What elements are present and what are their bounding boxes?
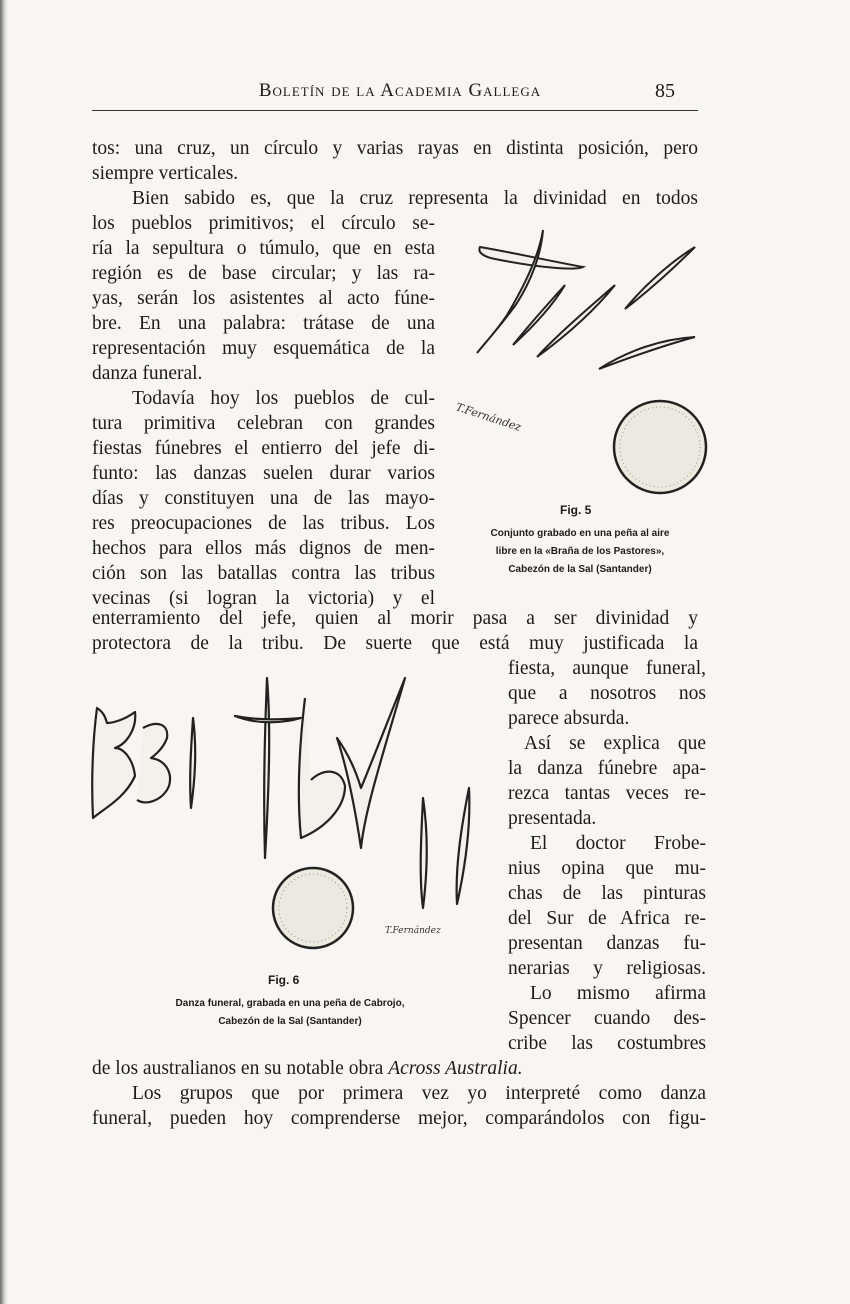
figure-6-label: Fig. 6 — [268, 973, 300, 987]
body-line: danza funeral. — [92, 363, 203, 384]
body-line: chas de las pinturas — [508, 883, 706, 904]
header-rule — [92, 110, 698, 111]
body-line: región es de base circular; y las ra- — [92, 263, 435, 284]
body-line: tura primitiva celebran con grandes — [92, 413, 435, 434]
svg-text:T.Fernández: T.Fernández — [454, 400, 523, 434]
body-line: Bien sabido es, que la cruz representa la divinidad en todos — [132, 188, 698, 209]
page-number: 85 — [655, 80, 675, 102]
body-line: que a nosotros nos — [508, 683, 706, 704]
body-line: la danza fúnebre apa- — [508, 758, 706, 779]
body-line: tos: una cruz, un círculo y varias rayas en distinta posición, pero — [92, 138, 698, 159]
body-line: protectora de la tribu. De suerte que está muy justificada la — [92, 633, 698, 654]
body-line: funeral, pueden hoy comprenderse mejor, comparándolos con figu- — [92, 1108, 706, 1129]
body-line: nius opina que mu- — [508, 858, 706, 879]
body-line: hechos para ellos más dignos de men- — [92, 538, 435, 559]
body-line: Así se explica que — [524, 733, 706, 754]
body-line: cribe las costumbres — [508, 1033, 706, 1054]
body-line: representación muy esquemática de la — [92, 338, 435, 359]
body-line: Todavía hoy los pueblos de cul- — [132, 388, 435, 409]
body-line: vecinas (si logran la victoria) y el — [92, 588, 435, 609]
body-line: días y constituyen una de las mayo- — [92, 488, 435, 509]
figure-5-label: Fig. 5 — [560, 503, 592, 517]
body-line: presentan danzas fu- — [508, 933, 706, 954]
caption-line: Conjunto grabado en una peña al aire — [490, 528, 670, 539]
body-line: siempre verticales. — [92, 163, 239, 184]
book-title-italic: Across Australia. — [388, 1058, 523, 1079]
caption-line: Cabezón de la Sal (Santander) — [508, 564, 652, 575]
body-line: Los grupos que por primera vez yo interpreté como danza — [132, 1083, 706, 1104]
body-line: del Sur de Africa re- — [508, 908, 706, 929]
caption-line: Danza funeral, grabada en una peña de Cabrojo, — [175, 998, 405, 1009]
body-line: funto: las danzas suelen durar varios — [92, 463, 435, 484]
body-line: res preocupaciones de las tribus. Los — [92, 513, 435, 534]
body-line: fiestas fúnebres el entierro del jefe di- — [92, 438, 435, 459]
page-binding-edge — [0, 0, 8, 1304]
figure-5-engraving — [455, 225, 715, 485]
body-line: fiesta, aunque funeral, — [508, 658, 706, 679]
body-line: nerarias y religiosas. — [508, 958, 706, 979]
body-line: yas, serán los asistentes al acto fúne- — [92, 288, 435, 309]
body-text: de los australianos en su notable obra — [92, 1058, 389, 1079]
body-line: rezca tantas veces re- — [508, 783, 706, 804]
svg-text:T.Fernández: T.Fernández — [385, 926, 441, 936]
body-line: los pueblos primitivos; el círculo se- — [92, 213, 435, 234]
running-header-title: Boletín de la Academia Gallega — [258, 80, 542, 101]
body-line: Lo mismo afirma — [530, 983, 706, 1004]
body-line: parece absurda. — [508, 708, 630, 729]
body-line: presentada. — [508, 808, 597, 829]
body-line — [92, 1056, 523, 1081]
caption-line: Cabezón de la Sal (Santander) — [218, 1016, 362, 1027]
caption-line: libre en la «Braña de los Pastores», — [495, 546, 665, 557]
figure-6-engraving — [85, 668, 485, 953]
body-line: El doctor Frobe- — [530, 833, 706, 854]
body-line: ría la sepultura o túmulo, que en esta — [92, 238, 435, 259]
body-line: enterramiento del jefe, quien al morir pasa a ser divinidad y — [92, 608, 698, 629]
body-line: Spencer cuando des- — [508, 1008, 706, 1029]
body-line: bre. En una palabra: trátase de una — [92, 313, 435, 334]
body-line: ción son las batallas contra las tribus — [92, 563, 435, 584]
